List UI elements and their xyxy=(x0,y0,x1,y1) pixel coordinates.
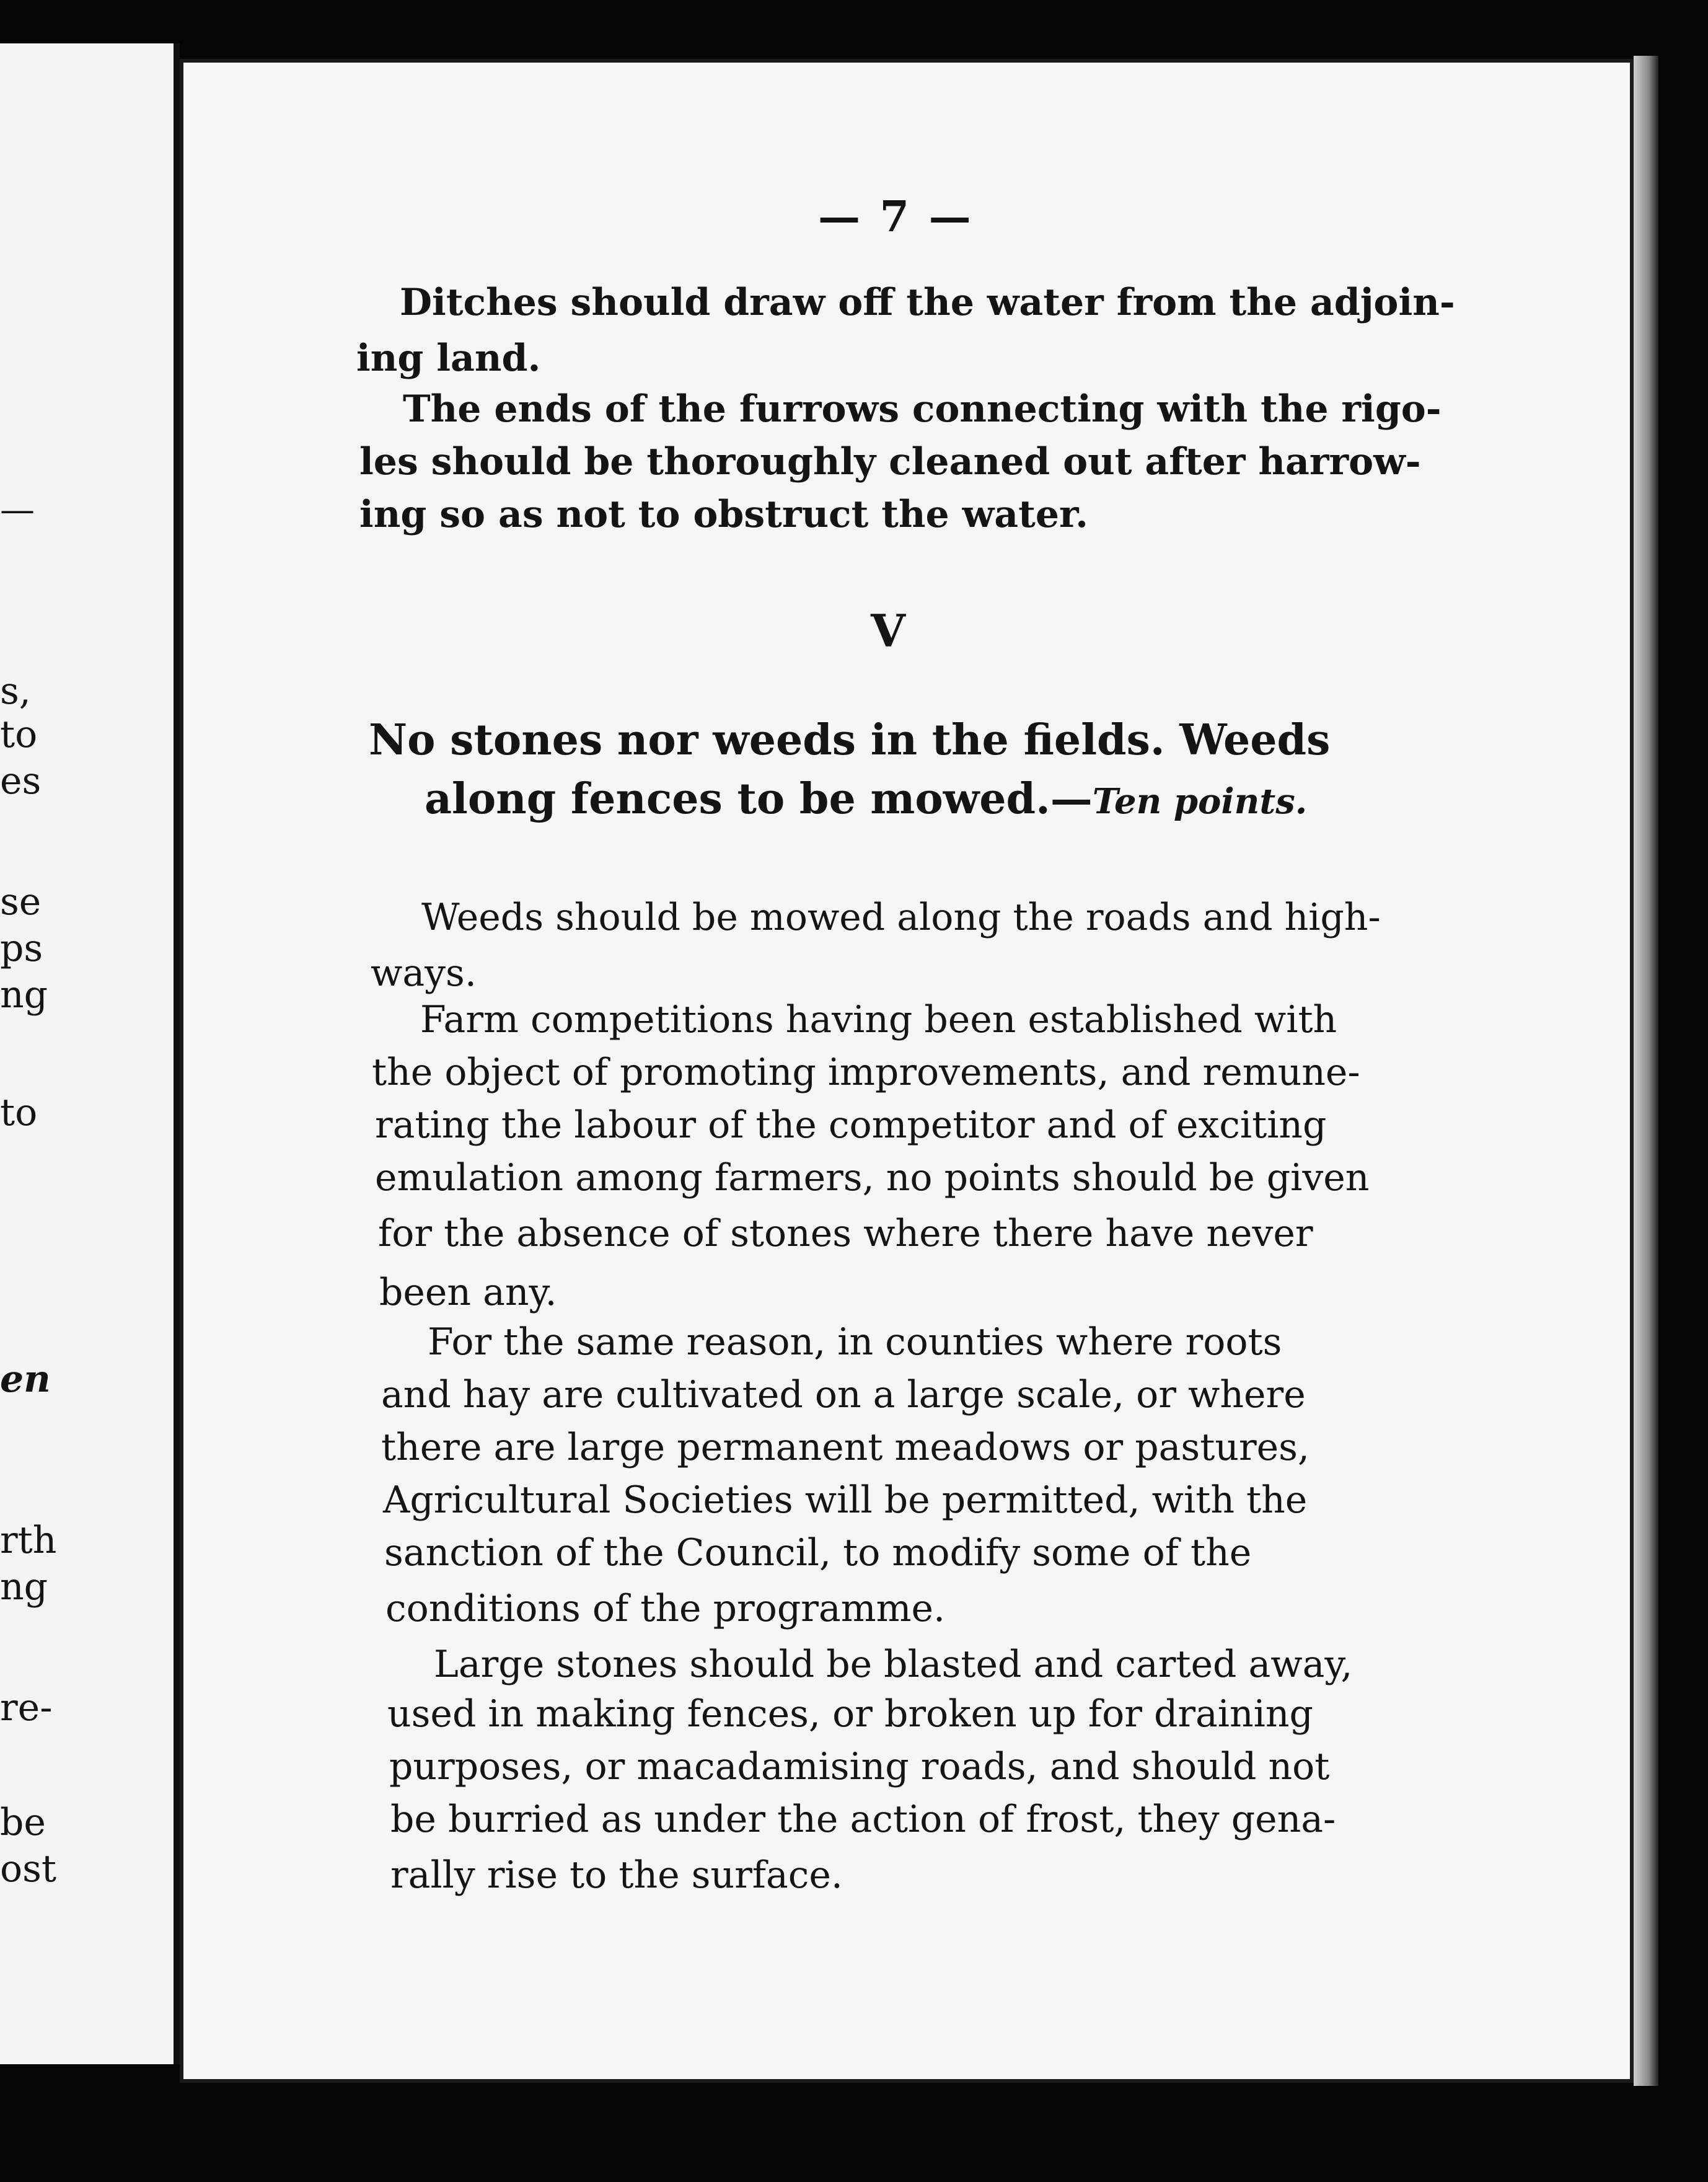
paragraph-line: ing so as not to obstruct the water. xyxy=(359,493,1089,536)
paragraph-line: sanction of the Council, to modify some of the xyxy=(384,1531,1252,1575)
left-fragment: be xyxy=(0,1801,46,1844)
paragraph-line: purposes, or macadamising roads, and should not xyxy=(389,1745,1330,1788)
page-edge-shadow xyxy=(1634,56,1658,2086)
paragraph-line: be burried as under the action of frost, they gena- xyxy=(390,1798,1336,1841)
left-fragment: ng xyxy=(0,1565,48,1609)
paragraph-line: Farm competitions having been established with xyxy=(420,998,1337,1041)
section-heading-line xyxy=(425,774,1308,824)
left-fragment: ng xyxy=(0,973,48,1017)
section-numeral: V xyxy=(871,604,905,657)
paragraph-line: used in making fences, or broken up for draining xyxy=(387,1692,1313,1736)
paragraph-line: Weeds should be mowed along the roads and high- xyxy=(421,896,1381,939)
paragraph-line: and hay are cultivated on a large scale, or where xyxy=(381,1373,1306,1416)
paragraph-line: For the same reason, in counties where roots xyxy=(428,1320,1282,1364)
left-fragment: se xyxy=(0,880,42,924)
paragraph-line: ways. xyxy=(371,952,477,995)
paragraph-line: The ends of the furrows connecting with the rigo- xyxy=(403,387,1442,431)
paragraph-line: Ditches should draw off the water from the adjoin- xyxy=(400,281,1455,324)
left-fragment: ps xyxy=(0,927,43,970)
heading-text: along fences to be mowed.— xyxy=(425,774,1093,824)
paragraph-line: emulation among farmers, no points should be given xyxy=(375,1156,1370,1199)
previous-page-edge xyxy=(0,43,178,2064)
page-number: — 7 — xyxy=(818,192,974,242)
left-fragment: s, xyxy=(0,669,31,713)
left-fragment: es xyxy=(0,759,42,803)
left-fragment: — xyxy=(0,490,35,530)
paragraph-line: there are large permanent meadows or pastures, xyxy=(381,1426,1310,1469)
paragraph-line: Large stones should be blasted and carted away, xyxy=(434,1643,1353,1686)
section-heading-line: No stones nor weeds in the fields. Weeds xyxy=(369,715,1331,765)
left-fragment: to xyxy=(0,713,38,756)
page-spine xyxy=(174,43,180,2064)
points-label: Ten points. xyxy=(1092,781,1308,822)
left-fragment: rth xyxy=(0,1519,57,1562)
paragraph-line: been any. xyxy=(379,1271,557,1314)
left-fragment: en xyxy=(0,1358,51,1401)
paragraph-line: rating the labour of the competitor and of exciting xyxy=(375,1103,1327,1147)
paragraph-line: the object of promoting improvements, and remune- xyxy=(372,1051,1360,1094)
paragraph-line: Agricultural Societies will be permitted, with the xyxy=(383,1478,1308,1522)
left-fragment: ost xyxy=(0,1847,57,1891)
paragraph-line: rally rise to the surface. xyxy=(390,1853,843,1897)
paragraph-line: for the absence of stones where there have never xyxy=(378,1212,1313,1255)
paragraph-line: conditions of the programme. xyxy=(385,1587,946,1630)
left-fragment: re- xyxy=(0,1686,53,1729)
paragraph-line: ing land. xyxy=(356,337,541,380)
left-fragment: to xyxy=(0,1091,38,1134)
paragraph-line: les should be thoroughly cleaned out after harrow- xyxy=(359,440,1421,484)
